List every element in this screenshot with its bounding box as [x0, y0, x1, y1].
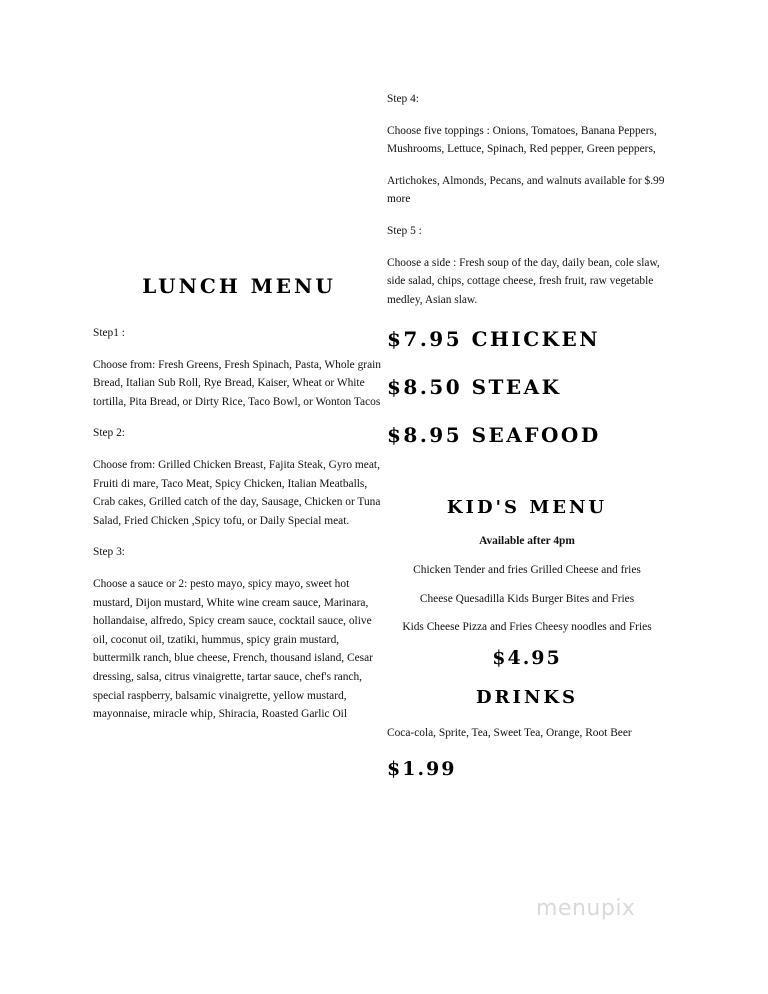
step4-extra: Artichokes, Almonds, Pecans, and walnuts available for $.99 more	[387, 174, 665, 206]
step2-body: Choose from: Grilled Chicken Breast, Fajita Steak, Gyro meat, Fruiti di mare, Taco Meat, Spicy Chicken, Italian Meatballs, Crab cakes, Grilled catch of the day, Sausage, Chicken or Tuna Salad, Fried Chicken ,Spicy tofu, or Daily Special meat.	[93, 458, 381, 527]
lunch-column	[93, 268, 385, 737]
step4-label: Step 4:	[387, 93, 419, 105]
kids-item-line: Chicken Tender and fries Grilled Cheese and fries	[413, 563, 641, 576]
drinks-list: Coca-cola, Sprite, Tea, Sweet Tea, Orange, Root Beer	[387, 726, 632, 739]
right-column	[387, 90, 667, 780]
kids-item-line: Cheese Quesadilla Kids Burger Bites and Fries	[419, 592, 635, 605]
price-steak: $8.50 STEAK	[387, 375, 562, 400]
menupix-watermark: menupix	[536, 896, 636, 921]
lunch-menu-title: LUNCH MENU	[142, 274, 336, 298]
price-seafood: $8.95 SEAFOOD	[387, 423, 601, 448]
step4-body: Choose five toppings : Onions, Tomatoes, Banana Peppers, Mushrooms, Lettuce, Spinach, Red pepper, Green peppers,	[387, 124, 657, 156]
step1-label: Step1 :	[93, 327, 125, 339]
kids-availability: Available after 4pm	[479, 535, 575, 548]
kids-menu-title: KID'S MENU	[446, 497, 608, 519]
price-chicken: $7.95 CHICKEN	[387, 327, 601, 352]
step1-body: Choose from: Fresh Greens, Fresh Spinach, Pasta, Whole grain Bread, Italian Sub Roll, Rye Bread, Kaiser, Wheat or White tortilla, Pita Bread, or Dirty Rice, Taco Bowl, or Wonton Tacos	[93, 358, 381, 408]
step5-label: Step 5 :	[387, 224, 422, 237]
step2-label: Step 2:	[93, 427, 125, 440]
drinks-title: DRINKS	[475, 686, 579, 708]
step5-body: Choose a side : Fresh soup of the day, daily bean, cole slaw, side salad, chips, cottage cheese, fresh fruit, raw vegetable medley, Asian slaw.	[387, 256, 660, 306]
kids-price: $4.95	[492, 646, 562, 669]
drinks-price: $1.99	[387, 758, 457, 781]
kids-item-line: Kids Cheese Pizza and Fries Cheesy noodles and Fries	[402, 621, 652, 634]
step3-body: Choose a sauce or 2: pesto mayo, spicy mayo, sweet hot mustard, Dijon mustard, White wine cream sauce, Marinara, hollandaise, alfredo, Spicy cream sauce, cocktail sauce, olive oil, coconut oil, tzatiki, hummus, spicy grain mustard, buttermilk ranch, blue cheese, French, thousand island, Cesar dressing, salsa, citrus vinaigrette, tartar sauce, chef's ranch, special raspberry, balsamic vinaigrette, yellow mustard, mayonnaise, miracle whip, Shiracia, Roasted Garlic Oil	[93, 577, 373, 721]
step3-label: Step 3:	[93, 546, 125, 559]
